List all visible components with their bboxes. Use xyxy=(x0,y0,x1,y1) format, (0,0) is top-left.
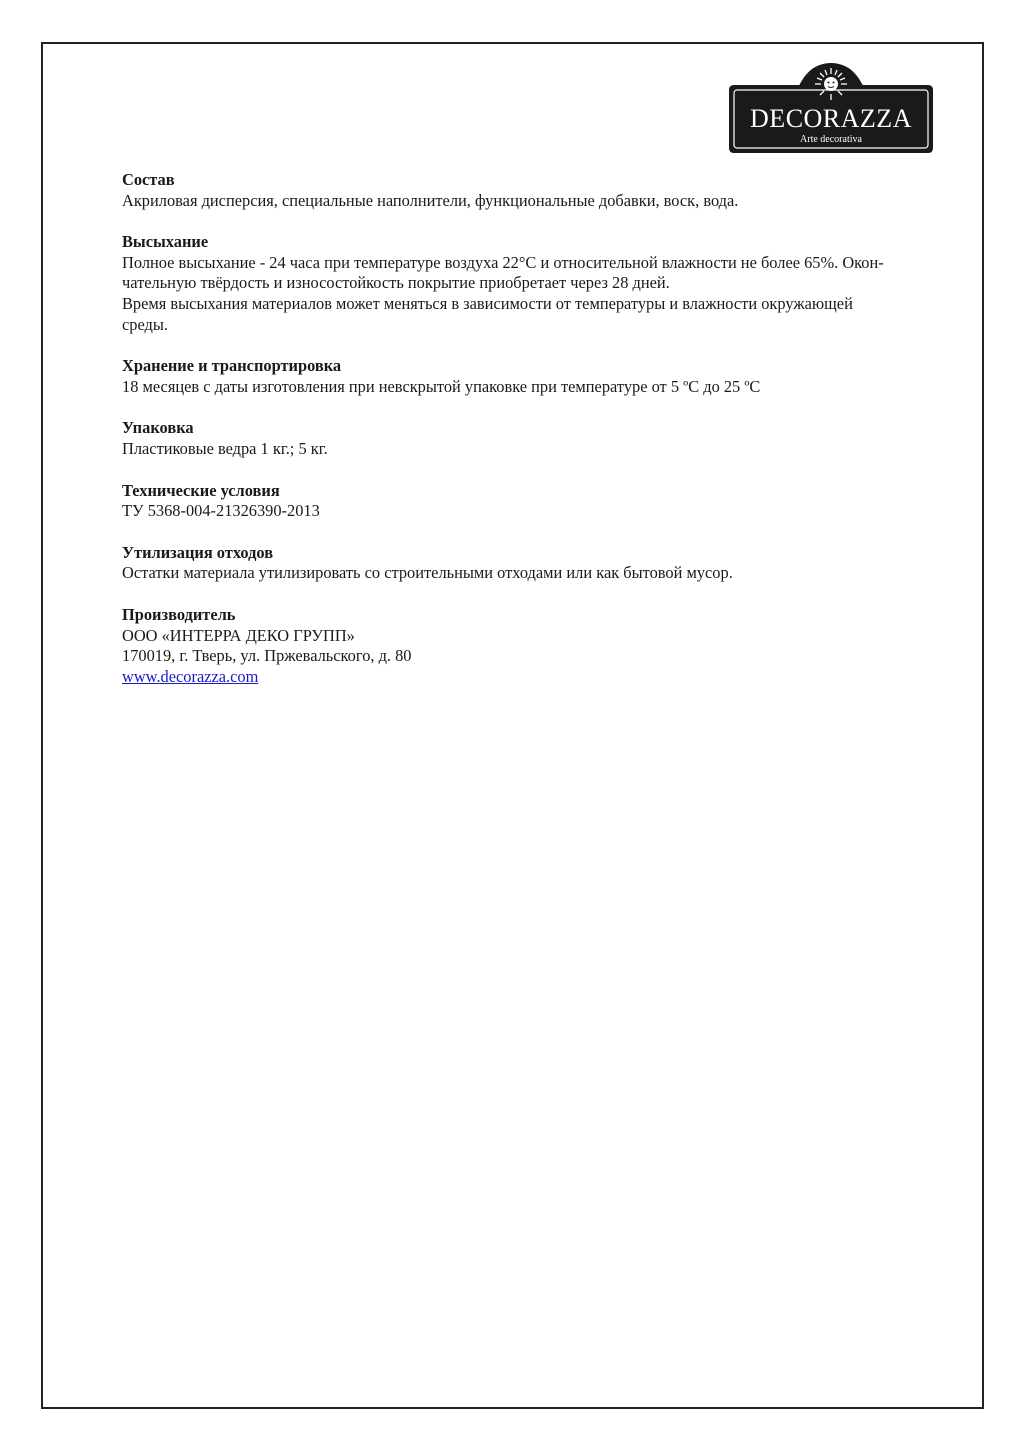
section-manufacturer xyxy=(122,605,936,687)
section-composition xyxy=(122,170,936,211)
section-title: Упаковка xyxy=(122,418,194,438)
section-title: Технические условия xyxy=(122,480,280,500)
section-title: Производитель xyxy=(122,604,236,624)
manufacturer-address: 170019, г. Тверь, ул. Пржевальского, д. 80 xyxy=(122,646,412,666)
section-text-line: среды. xyxy=(122,314,168,334)
logo-graphic xyxy=(728,60,934,154)
decorazza-logo xyxy=(728,60,934,154)
section-specs xyxy=(122,481,936,522)
manufacturer-company: ООО «ИНТЕРРА ДЕКО ГРУПП» xyxy=(122,625,355,645)
section-disposal xyxy=(122,543,936,584)
section-title: Состав xyxy=(122,170,175,189)
section-text-line: чательную твёрдость и износостойкость покрытие приобретает через 28 дней. xyxy=(122,273,670,293)
section-drying xyxy=(122,232,936,335)
website-link[interactable]: www.decorazza.com xyxy=(122,666,259,686)
section-text: Пластиковые ведра 1 кг.; 5 кг. xyxy=(122,438,328,458)
section-text: Остатки материала утилизировать со строительными отходами или как бытовой мусор. xyxy=(122,563,733,583)
document-body xyxy=(122,170,936,708)
logo-brand-text: DECORAZZA xyxy=(750,104,912,133)
section-text: 18 месяцев с даты изготовления при невскрытой упаковке при температуре от 5 ºС до 25 ºС xyxy=(122,376,761,396)
logo-tagline-text: Arte decorativa xyxy=(800,134,862,145)
section-title: Хранение и транспортировка xyxy=(122,356,342,376)
section-text-line: Время высыхания материалов может меняться в зависимости от температуры и влажности окружающей xyxy=(122,293,853,313)
section-text: ТУ 5368-004-21326390-2013 xyxy=(122,501,320,521)
section-packaging xyxy=(122,418,936,459)
section-text-line: Полное высыхание - 24 часа при температуре воздуха 22°С и относительной влажности не более 65%. Окон- xyxy=(122,252,884,272)
section-title: Утилизация отходов xyxy=(122,542,274,562)
section-text: Акриловая дисперсия, специальные наполнители, функциональные добавки, воск, вода. xyxy=(122,190,739,210)
section-storage xyxy=(122,356,936,397)
section-title: Высыхание xyxy=(122,232,209,252)
